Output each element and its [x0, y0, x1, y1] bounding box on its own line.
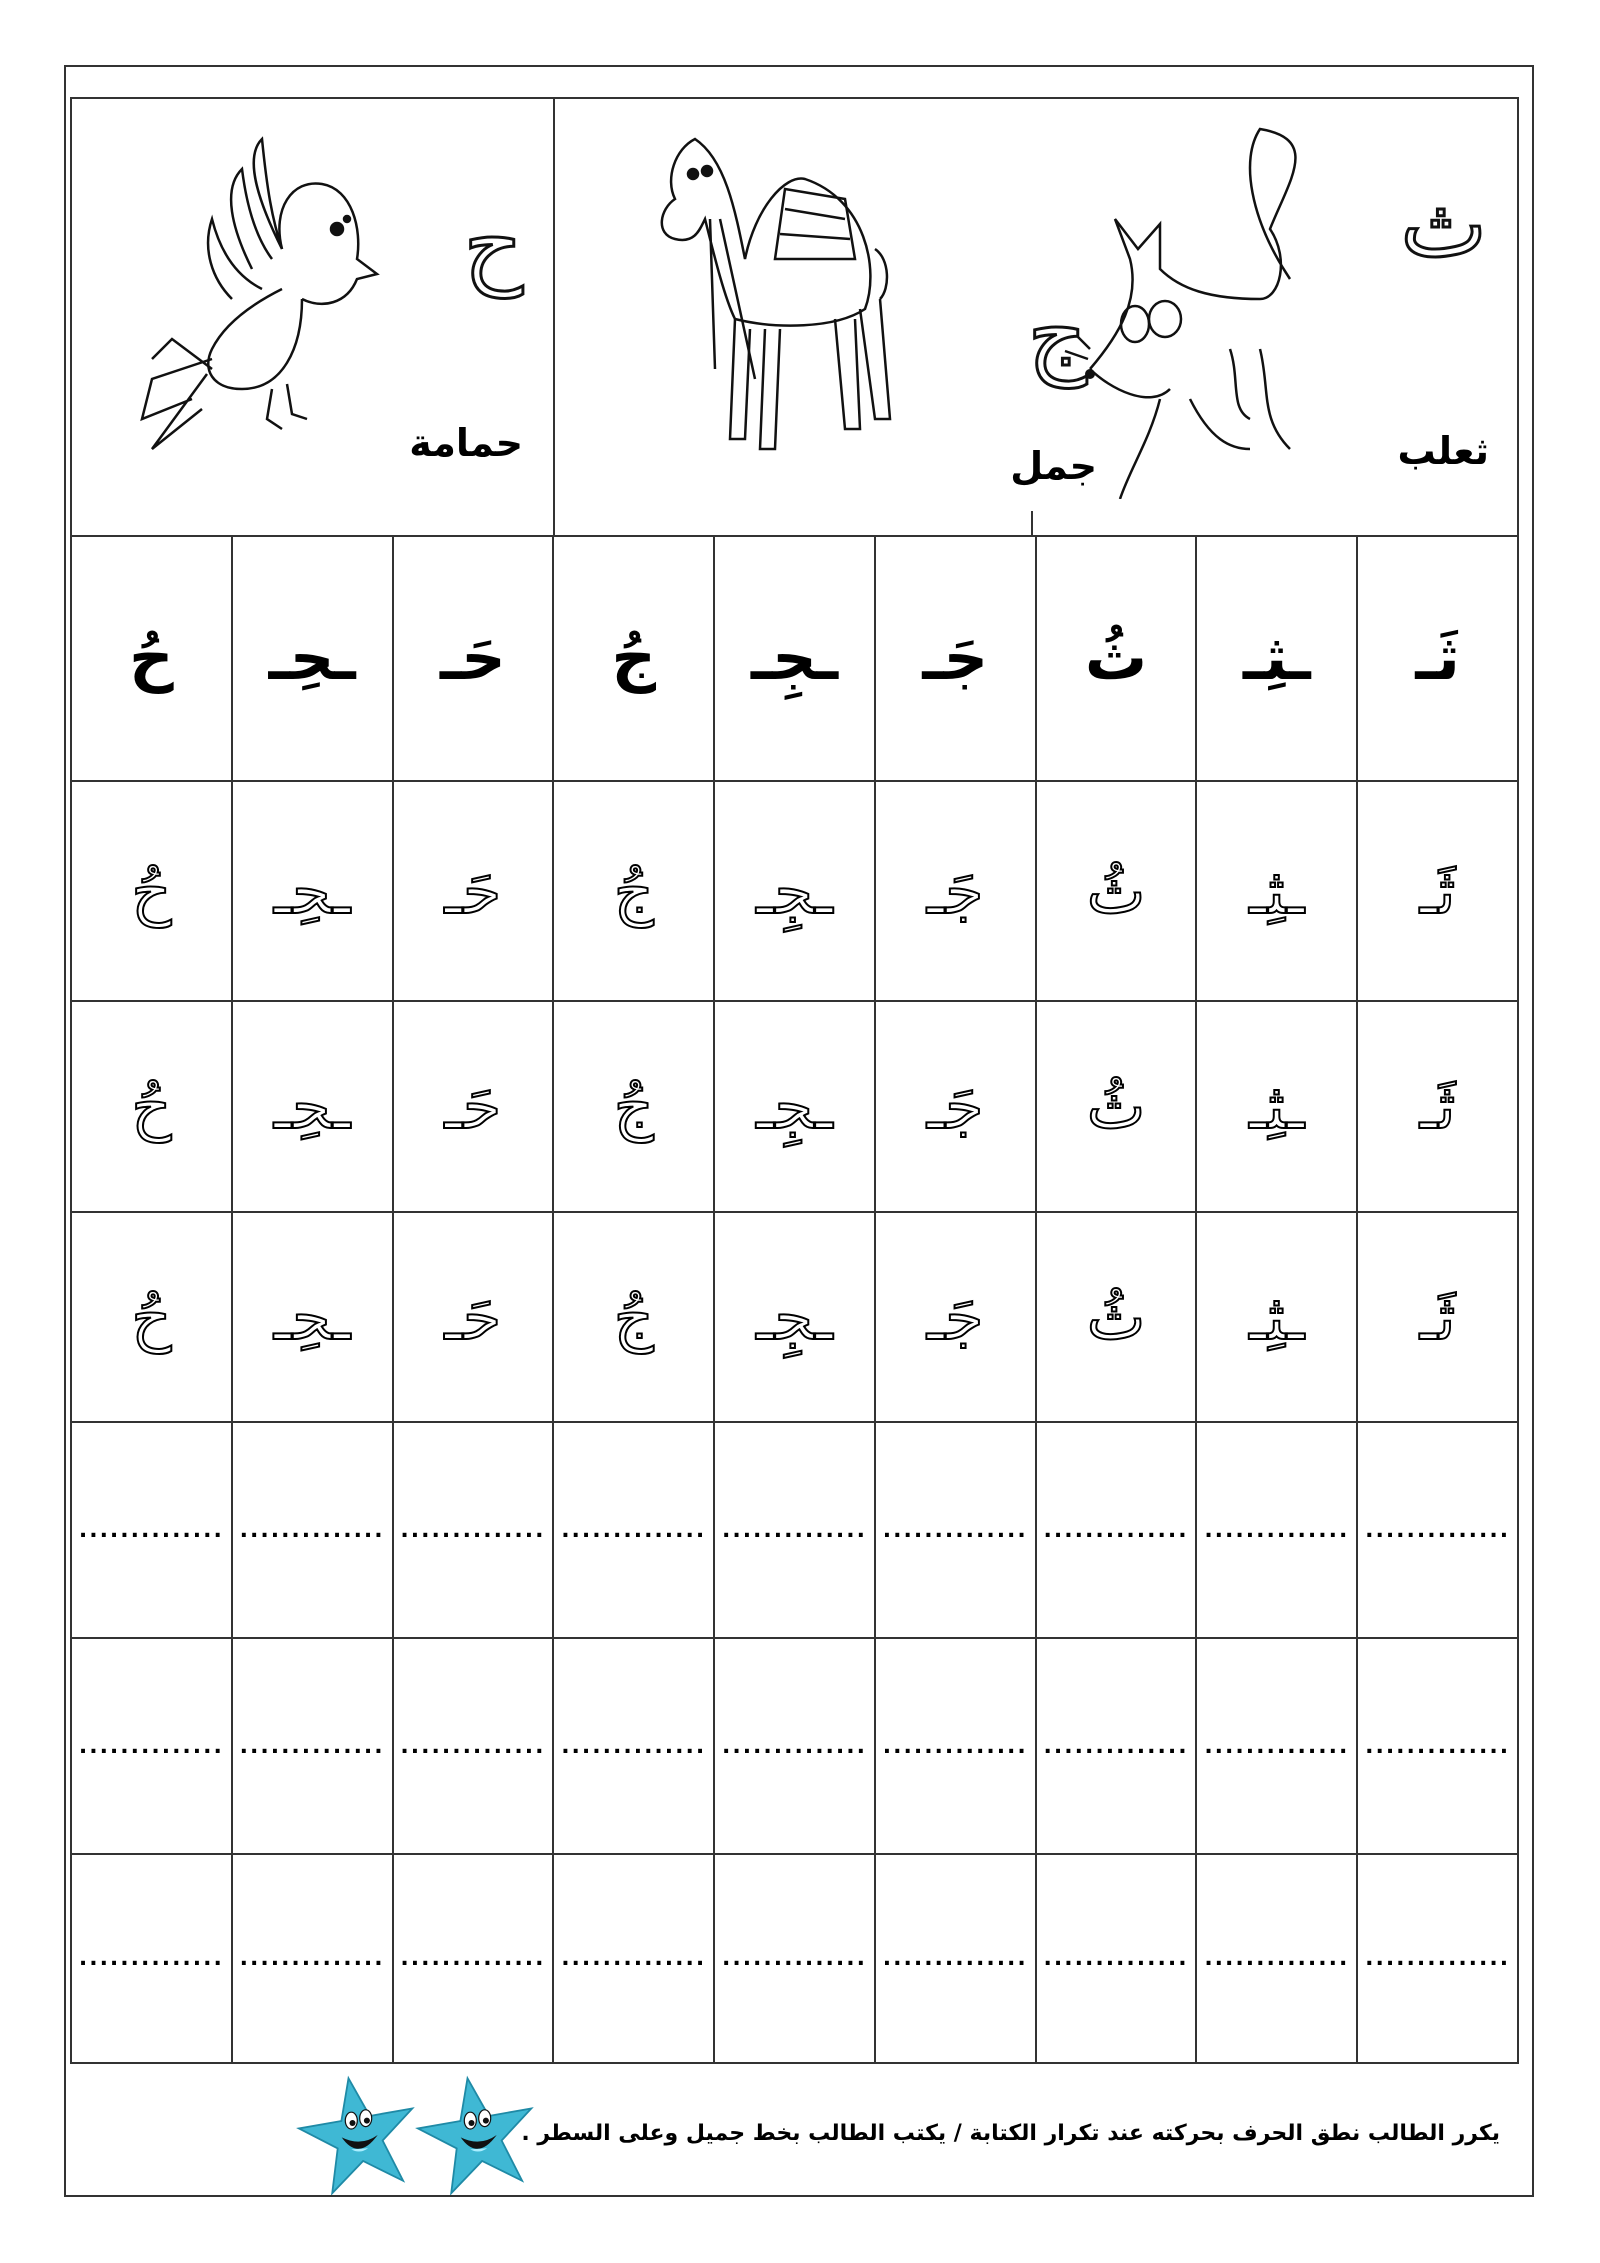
trace-letter: حَـ [444, 1280, 502, 1354]
trace-letter: جَـ [927, 854, 984, 928]
model-letter: ـجِـ [750, 621, 839, 694]
dotted-line: .............. [1204, 1517, 1350, 1543]
trace-letter: ثَـ [1419, 1070, 1456, 1143]
trace-cell[interactable] [1035, 1213, 1196, 1421]
model-letter: جَـ [922, 621, 989, 694]
trace-cell[interactable] [72, 782, 231, 1000]
model-cell [392, 535, 553, 780]
letter-jeem-outline: ج [1027, 281, 1087, 388]
trace-cell[interactable] [1195, 782, 1356, 1000]
trace-cell[interactable] [1356, 782, 1517, 1000]
trace-letter: جَـ [927, 1070, 984, 1143]
trace-letter: حَـ [444, 1070, 502, 1143]
fox-illustration-icon [1060, 119, 1320, 499]
dotted-line: .............. [561, 1517, 707, 1543]
dotted-line: .............. [1204, 1733, 1350, 1759]
model-letter: حَـ [439, 621, 506, 694]
trace-letter: ـثِـ [1249, 854, 1305, 928]
trace-cell[interactable] [231, 782, 392, 1000]
trace-cell[interactable] [552, 1002, 713, 1211]
practice-cell[interactable] [1035, 1855, 1196, 2062]
pigeon-illustration-icon [132, 129, 412, 469]
practice-cell[interactable] [392, 1855, 553, 2062]
dotted-line: .............. [78, 1946, 224, 1971]
trace-row [72, 782, 1517, 1002]
dotted-line: .............. [1043, 1517, 1189, 1543]
practice-cell[interactable] [1195, 1423, 1356, 1637]
word-camel: جمل [1010, 444, 1097, 488]
practice-cell[interactable] [874, 1639, 1035, 1853]
model-cell [1356, 535, 1517, 780]
model-cell [552, 535, 713, 780]
practice-cell[interactable] [552, 1639, 713, 1853]
model-letter: ثَـ [1415, 621, 1460, 694]
trace-cell[interactable] [392, 1213, 553, 1421]
trace-cell[interactable] [713, 1213, 874, 1421]
dotted-line: .............. [882, 1946, 1028, 1971]
practice-cell[interactable] [1356, 1423, 1517, 1637]
trace-letter: ـحِـ [273, 854, 351, 928]
letter-rows [72, 535, 1517, 2062]
dotted-line: .............. [561, 1946, 707, 1971]
practice-cell[interactable] [231, 1855, 392, 2062]
trace-letter: حُ [131, 1280, 172, 1354]
practice-cell[interactable] [231, 1639, 392, 1853]
card-divider-tick [1031, 511, 1033, 535]
trace-letter: ثَـ [1419, 854, 1456, 928]
dotted-line: .............. [78, 1733, 224, 1759]
trace-letter: ـجِـ [756, 1070, 833, 1143]
trace-cell[interactable] [1035, 782, 1196, 1000]
trace-cell[interactable] [72, 1002, 231, 1211]
trace-cell[interactable] [713, 1002, 874, 1211]
practice-cell[interactable] [72, 1423, 231, 1637]
model-letter: ـحِـ [268, 621, 356, 694]
trace-letter: ثُ [1086, 1280, 1146, 1354]
model-cell [874, 535, 1035, 780]
dotted-line: .............. [1043, 1946, 1189, 1971]
model-letter: ـثِـ [1242, 621, 1311, 694]
trace-letter: ـجِـ [756, 854, 833, 928]
practice-cell[interactable] [1035, 1639, 1196, 1853]
instruction-text: يكرر الطالب نطق الحرف بحركته عند تكرار الكتابة / يكتب الطالب بخط جميل وعلى السطر . [521, 2121, 1500, 2146]
trace-cell[interactable] [392, 1002, 553, 1211]
trace-letter: ـحِـ [273, 1070, 351, 1143]
model-letter: جُ [611, 621, 657, 694]
trace-letter: ـثِـ [1249, 1280, 1305, 1354]
dotted-line: .............. [78, 1517, 224, 1543]
practice-row [72, 1855, 1517, 2062]
trace-cell[interactable] [874, 1002, 1035, 1211]
dotted-line: .............. [721, 1733, 867, 1759]
dotted-line: .............. [882, 1517, 1028, 1543]
trace-cell[interactable] [72, 1213, 231, 1421]
trace-letter: جَـ [927, 1280, 984, 1354]
practice-cell[interactable] [392, 1423, 553, 1637]
trace-cell[interactable] [231, 1213, 392, 1421]
fox-camel-card [555, 99, 1517, 535]
word-fox: ثعلب [1397, 429, 1489, 473]
dotted-line: .............. [1043, 1733, 1189, 1759]
dotted-line: .............. [1365, 1517, 1511, 1543]
trace-cell[interactable] [874, 782, 1035, 1000]
model-cell [72, 535, 231, 780]
trace-cell[interactable] [1035, 1002, 1196, 1211]
trace-letter: جُ [613, 1070, 654, 1143]
trace-letter: ـجِـ [756, 1280, 833, 1354]
trace-cell[interactable] [392, 782, 553, 1000]
pigeon-card [72, 99, 555, 535]
camel-illustration-icon [635, 119, 895, 499]
trace-letter: ثُ [1086, 1070, 1146, 1143]
practice-cell[interactable] [874, 1423, 1035, 1637]
practice-cell[interactable] [1195, 1639, 1356, 1853]
model-letter-row [72, 535, 1517, 782]
dotted-line: .............. [400, 1946, 546, 1971]
model-letter: حُ [129, 621, 174, 694]
model-cell [713, 535, 874, 780]
practice-cell[interactable] [1195, 1855, 1356, 2062]
practice-cell[interactable] [1356, 1855, 1517, 2062]
dotted-line: .............. [239, 1946, 385, 1971]
trace-letter: جُ [613, 854, 654, 928]
trace-letter: ـثِـ [1249, 1070, 1305, 1143]
dotted-line: .............. [882, 1733, 1028, 1759]
dotted-line: .............. [1365, 1733, 1511, 1759]
trace-cell[interactable] [552, 782, 713, 1000]
trace-cell[interactable] [874, 1213, 1035, 1421]
letter-tha-outline: ث [1400, 171, 1487, 278]
trace-letter: جُ [613, 1280, 654, 1354]
practice-cell[interactable] [552, 1423, 713, 1637]
practice-cell[interactable] [552, 1855, 713, 2062]
trace-cell[interactable] [1195, 1002, 1356, 1211]
dotted-line: .............. [1204, 1946, 1350, 1971]
trace-row [72, 1213, 1517, 1423]
trace-letter: ـحِـ [273, 1280, 351, 1354]
practice-cell[interactable] [72, 1639, 231, 1853]
dotted-line: .............. [1365, 1946, 1511, 1971]
trace-cell[interactable] [1195, 1213, 1356, 1421]
practice-row [72, 1639, 1517, 1855]
practice-cell[interactable] [713, 1639, 874, 1853]
model-cell [231, 535, 392, 780]
dotted-line: .............. [721, 1517, 867, 1543]
trace-cell[interactable] [713, 782, 874, 1000]
trace-letter: حُ [131, 1070, 172, 1143]
dotted-line: .............. [400, 1733, 546, 1759]
trace-letter: حَـ [444, 854, 502, 928]
smiley-star-icon [296, 2075, 421, 2195]
instructions-footer [0, 2063, 1600, 2197]
practice-cell[interactable] [713, 1855, 874, 2062]
model-cell [1035, 535, 1196, 780]
dotted-line: .............. [239, 1733, 385, 1759]
letter-haa-outline: ح [463, 191, 523, 298]
practice-cell[interactable] [72, 1855, 231, 2062]
model-cell [1195, 535, 1356, 780]
trace-letter: ثَـ [1419, 1280, 1456, 1354]
trace-letter: ثُ [1086, 854, 1146, 928]
model-letter: ثُ [1084, 621, 1148, 694]
trace-cell[interactable] [552, 1213, 713, 1421]
practice-row [72, 1423, 1517, 1639]
practice-cell[interactable] [231, 1423, 392, 1637]
dotted-line: .............. [721, 1946, 867, 1971]
trace-cell[interactable] [231, 1002, 392, 1211]
trace-cell[interactable] [1356, 1002, 1517, 1211]
dotted-line: .............. [561, 1733, 707, 1759]
word-pigeon: حمامة [409, 421, 523, 465]
practice-cell[interactable] [1035, 1423, 1196, 1637]
practice-cell[interactable] [874, 1855, 1035, 2062]
illustration-header [72, 99, 1517, 537]
practice-cell[interactable] [392, 1639, 553, 1853]
worksheet-grid [70, 97, 1519, 2064]
trace-cell[interactable] [1356, 1213, 1517, 1421]
dotted-line: .............. [239, 1517, 385, 1543]
dotted-line: .............. [400, 1517, 546, 1543]
smiley-star-icon [415, 2075, 540, 2195]
practice-cell[interactable] [713, 1423, 874, 1637]
trace-row [72, 1002, 1517, 1213]
practice-cell[interactable] [1356, 1639, 1517, 1853]
trace-letter: حُ [131, 854, 172, 928]
